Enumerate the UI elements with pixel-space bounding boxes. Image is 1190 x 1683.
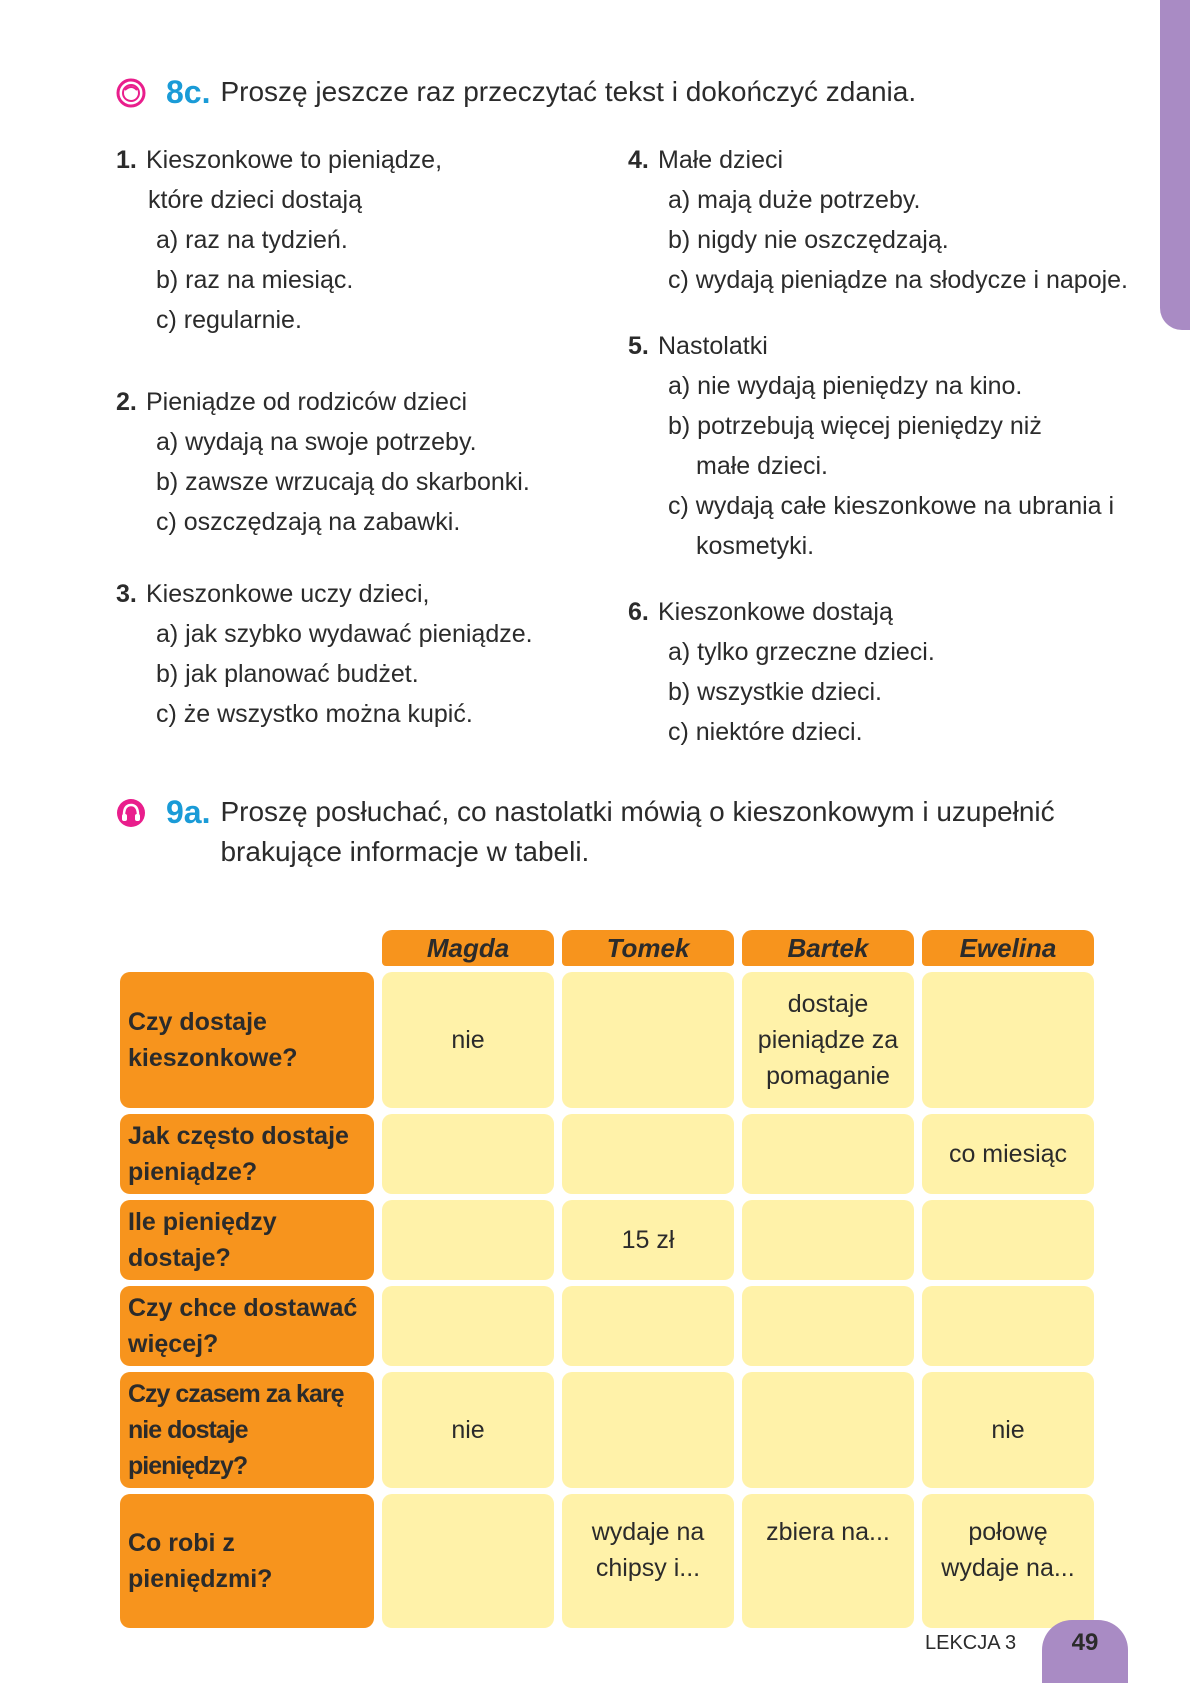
question-number: 6.: [628, 598, 649, 626]
question-3: [116, 574, 616, 734]
question-6: [628, 592, 1158, 752]
answer-option[interactable]: a) mają duże potrzeby.: [668, 186, 921, 214]
question-stem: Małe dzieci: [658, 146, 784, 174]
exercise-8c-header: [116, 72, 1126, 112]
row-header: Czy chce dostawać więcej?: [120, 1286, 374, 1366]
column-header-magda: Magda: [382, 930, 554, 966]
question-5: [628, 326, 1158, 566]
table-corner: [120, 930, 374, 966]
row-header: Czy czasem za karę nie dostaje pieniędzy?: [120, 1372, 374, 1488]
answer-cell[interactable]: [562, 1286, 734, 1366]
question-stem: Pieniądze od rodziców dzieci: [146, 388, 468, 416]
answer-cell[interactable]: [922, 1200, 1094, 1280]
row-header: Ile pieniędzy dostaje?: [120, 1200, 374, 1280]
answer-cell[interactable]: 15 zł: [562, 1200, 734, 1280]
question-number: 5.: [628, 332, 649, 360]
answer-cell[interactable]: dostaje pieniądze za pomaganie: [742, 972, 914, 1108]
question-1: [116, 140, 616, 340]
answer-cell[interactable]: [742, 1372, 914, 1488]
answer-option[interactable]: c) niektóre dzieci.: [668, 718, 863, 746]
answer-option[interactable]: b) zawsze wrzucają do skarbonki.: [156, 468, 530, 496]
answer-option[interactable]: c) że wszystko można kupić.: [156, 700, 473, 728]
answer-option[interactable]: a) wydają na swoje potrzeby.: [156, 428, 477, 456]
answer-cell[interactable]: nie: [382, 972, 554, 1108]
page-number: 49: [1042, 1620, 1128, 1683]
question-number: 3.: [116, 580, 137, 608]
question-number: 4.: [628, 146, 649, 174]
answer-option[interactable]: a) tylko grzeczne dzieci.: [668, 638, 935, 666]
question-stem-cont: które dzieci dostają: [148, 186, 363, 214]
question-stem: Kieszonkowe to pieniądze,: [146, 146, 443, 174]
answer-option[interactable]: c) regularnie.: [156, 306, 302, 334]
question-stem: Nastolatki: [658, 332, 768, 360]
table-row: [120, 972, 1094, 1108]
answer-cell[interactable]: wydaje na chipsy i...: [562, 1494, 734, 1628]
answer-cell[interactable]: nie: [922, 1372, 1094, 1488]
side-tab-decoration: [1160, 0, 1190, 330]
question-number: 1.: [116, 146, 137, 174]
answer-cell[interactable]: [922, 972, 1094, 1108]
answer-cell[interactable]: [742, 1286, 914, 1366]
answer-option[interactable]: b) potrzebują więcej pieniędzy niż małe dzieci.: [668, 412, 1042, 480]
question-stem: Kieszonkowe dostają: [658, 598, 893, 626]
table-row: [120, 1200, 1094, 1280]
answer-cell[interactable]: połowę wydaje na...: [922, 1494, 1094, 1628]
question-number: 2.: [116, 388, 137, 416]
reading-icon: [116, 78, 146, 108]
answer-option[interactable]: c) wydają całe kieszonkowe na ubrania i kosmetyki.: [668, 492, 1115, 560]
answer-cell[interactable]: [742, 1200, 914, 1280]
answer-cell[interactable]: [382, 1494, 554, 1628]
row-header: Co robi z pieniędzmi?: [120, 1494, 374, 1628]
exercise-9a-header: [116, 792, 1126, 872]
questions-right-column: [628, 140, 1158, 778]
answer-option[interactable]: a) jak szybko wydawać pieniądze.: [156, 620, 533, 648]
lesson-label: LEKCJA 3: [925, 1632, 1017, 1654]
question-2: [116, 382, 616, 542]
table-row: [120, 1114, 1094, 1194]
answer-cell[interactable]: [562, 1114, 734, 1194]
table-header-row: [120, 930, 1094, 966]
column-header-bartek: Bartek: [742, 930, 914, 966]
answer-option[interactable]: a) nie wydają pieniędzy na kino.: [668, 372, 1023, 400]
questions-left-column: [116, 140, 616, 760]
answer-cell[interactable]: [922, 1286, 1094, 1366]
answer-cell[interactable]: [742, 1114, 914, 1194]
listening-icon: [116, 798, 146, 828]
question-4: [628, 140, 1158, 300]
pocket-money-table: [112, 924, 1102, 1634]
row-header: Czy dostaje kieszonkowe?: [120, 972, 374, 1108]
answer-option[interactable]: b) jak planować budżet.: [156, 660, 419, 688]
exercise-number: 9a.: [166, 794, 211, 830]
exercise-instruction: Proszę posłuchać, co nastolatki mówią o kieszonkowym i uzupełnić brakujące informacje w tabeli.: [220, 796, 1055, 867]
table-row: [120, 1286, 1094, 1366]
answer-cell[interactable]: nie: [382, 1372, 554, 1488]
table-row: [120, 1372, 1094, 1488]
column-header-ewelina: Ewelina: [922, 930, 1094, 966]
answer-cell[interactable]: [562, 1372, 734, 1488]
answer-cell[interactable]: zbiera na...: [742, 1494, 914, 1628]
answer-option[interactable]: c) wydają pieniądze na słodycze i napoje.: [668, 266, 1128, 294]
column-header-tomek: Tomek: [562, 930, 734, 966]
answer-cell[interactable]: co miesiąc: [922, 1114, 1094, 1194]
answer-option[interactable]: a) raz na tydzień.: [156, 226, 348, 254]
answer-option[interactable]: b) wszystkie dzieci.: [668, 678, 882, 706]
question-stem: Kieszonkowe uczy dzieci,: [146, 580, 430, 608]
exercise-number: 8c.: [166, 74, 211, 110]
answer-option[interactable]: b) raz na miesiąc.: [156, 266, 354, 294]
answer-cell[interactable]: [382, 1286, 554, 1366]
answer-option[interactable]: c) oszczędzają na zabawki.: [156, 508, 461, 536]
table-row: [120, 1494, 1094, 1628]
exercise-instruction: Proszę jeszcze raz przeczytać tekst i dokończyć zdania.: [220, 76, 917, 107]
answer-cell[interactable]: [562, 972, 734, 1108]
answer-cell[interactable]: [382, 1200, 554, 1280]
answer-option[interactable]: b) nigdy nie oszczędzają.: [668, 226, 949, 254]
answer-cell[interactable]: [382, 1114, 554, 1194]
row-header: Jak często dostaje pieniądze?: [120, 1114, 374, 1194]
